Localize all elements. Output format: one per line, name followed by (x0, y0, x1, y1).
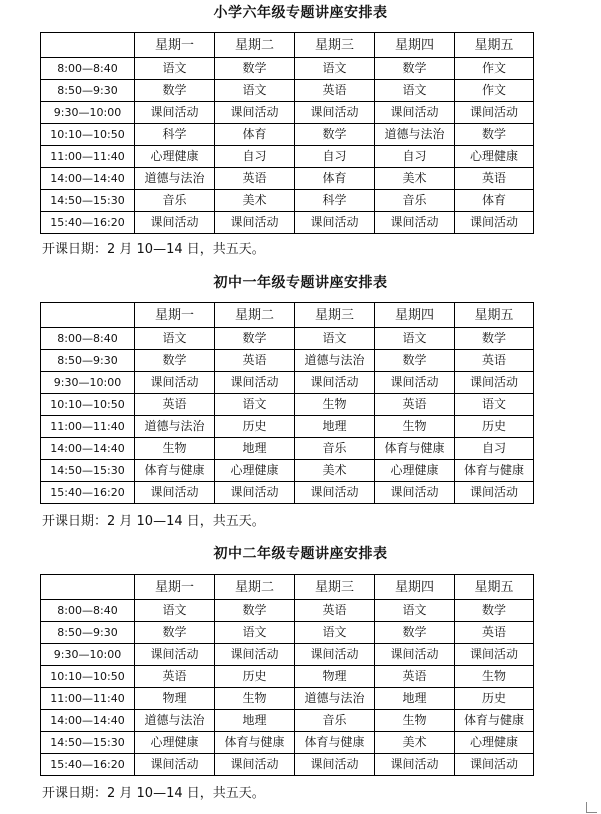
subject-cell: 课间活动 (455, 372, 534, 394)
header-row (41, 303, 534, 328)
subject-cell: 课间活动 (375, 372, 455, 394)
header-day-cell: 星期一 (135, 575, 215, 600)
time-cell: 14:50—15:30 (41, 732, 135, 754)
subject-cell: 道德与法治 (135, 168, 215, 190)
subject-cell: 数学 (375, 350, 455, 372)
time-cell: 8:50—9:30 (41, 80, 135, 102)
table-row (41, 80, 534, 102)
table-row (41, 460, 534, 482)
subject-cell: 道德与法治 (375, 124, 455, 146)
subject-cell: 课间活动 (215, 644, 295, 666)
time-cell: 8:00—8:40 (41, 600, 135, 622)
date-note: 开课日期：2 月 10—14 日，共五天。 (42, 514, 265, 529)
time-cell: 14:50—15:30 (41, 460, 135, 482)
subject-cell: 生物 (135, 438, 215, 460)
header-day-cell: 星期一 (135, 33, 215, 58)
subject-cell: 自习 (295, 146, 375, 168)
time-cell: 14:00—14:40 (41, 710, 135, 732)
subject-cell: 语文 (295, 328, 375, 350)
subject-cell: 心理健康 (455, 732, 534, 754)
subject-cell: 课间活动 (135, 644, 215, 666)
table-row (41, 416, 534, 438)
subject-cell: 音乐 (295, 438, 375, 460)
subject-cell: 课间活动 (375, 754, 455, 776)
subject-cell: 生物 (215, 688, 295, 710)
subject-cell: 课间活动 (455, 102, 534, 124)
subject-cell: 课间活动 (135, 102, 215, 124)
subject-cell: 音乐 (375, 190, 455, 212)
subject-cell: 课间活动 (295, 212, 375, 234)
time-cell: 9:30—10:00 (41, 372, 135, 394)
header-day-cell: 星期四 (375, 33, 455, 58)
schedule-section-2 (0, 272, 601, 294)
subject-cell: 语文 (135, 58, 215, 80)
header-day-cell: 星期二 (215, 303, 295, 328)
subject-cell: 历史 (455, 688, 534, 710)
subject-cell: 道德与法治 (135, 710, 215, 732)
subject-cell: 课间活动 (375, 482, 455, 504)
subject-cell: 课间活动 (135, 754, 215, 776)
subject-cell: 道德与法治 (295, 688, 375, 710)
schedule-title: 初中一年级专题讲座安排表 (213, 275, 388, 291)
time-cell: 14:50—15:30 (41, 190, 135, 212)
time-cell: 14:00—14:40 (41, 168, 135, 190)
schedule-section-3 (0, 543, 601, 565)
subject-cell: 道德与法治 (295, 350, 375, 372)
header-corner-cell (41, 575, 135, 600)
subject-cell: 数学 (455, 328, 534, 350)
table-row (41, 372, 534, 394)
subject-cell: 课间活动 (375, 644, 455, 666)
header-row (41, 33, 534, 58)
subject-cell: 课间活动 (295, 102, 375, 124)
subject-cell: 体育与健康 (455, 710, 534, 732)
schedule-section-1 (0, 2, 601, 24)
subject-cell: 美术 (215, 190, 295, 212)
subject-cell: 体育与健康 (455, 460, 534, 482)
subject-cell: 数学 (375, 622, 455, 644)
table-row (41, 688, 534, 710)
schedule-title: 小学六年级专题讲座安排表 (213, 5, 388, 21)
subject-cell: 英语 (135, 666, 215, 688)
subject-cell: 英语 (455, 350, 534, 372)
subject-cell: 体育与健康 (135, 460, 215, 482)
table-row (41, 438, 534, 460)
subject-cell: 作文 (455, 58, 534, 80)
subject-cell: 美术 (375, 168, 455, 190)
subject-cell: 英语 (135, 394, 215, 416)
time-cell: 10:10—10:50 (41, 666, 135, 688)
subject-cell: 语文 (295, 58, 375, 80)
header-day-cell: 星期二 (215, 575, 295, 600)
header-day-cell: 星期一 (135, 303, 215, 328)
subject-cell: 道德与法治 (135, 416, 215, 438)
subject-cell: 课间活动 (295, 372, 375, 394)
subject-cell: 英语 (295, 600, 375, 622)
schedule-title: 初中二年级专题讲座安排表 (213, 546, 388, 562)
subject-cell: 数学 (135, 622, 215, 644)
subject-cell: 英语 (375, 394, 455, 416)
subject-cell: 体育 (455, 190, 534, 212)
time-cell: 14:00—14:40 (41, 438, 135, 460)
schedule-table-junior1 (40, 302, 534, 504)
subject-cell: 语文 (215, 622, 295, 644)
subject-cell: 英语 (455, 168, 534, 190)
time-cell: 10:10—10:50 (41, 124, 135, 146)
subject-cell: 数学 (375, 58, 455, 80)
subject-cell: 语文 (375, 600, 455, 622)
subject-cell: 课间活动 (375, 212, 455, 234)
subject-cell: 语文 (135, 600, 215, 622)
subject-cell: 课间活动 (135, 372, 215, 394)
page-corner-marker (586, 802, 597, 813)
time-cell: 9:30—10:00 (41, 102, 135, 124)
subject-cell: 英语 (295, 80, 375, 102)
header-corner-cell (41, 303, 135, 328)
subject-cell: 英语 (215, 350, 295, 372)
subject-cell: 语文 (375, 80, 455, 102)
time-cell: 15:40—16:20 (41, 212, 135, 234)
subject-cell: 生物 (295, 394, 375, 416)
time-cell: 8:50—9:30 (41, 350, 135, 372)
subject-cell: 数学 (215, 600, 295, 622)
table-row (41, 710, 534, 732)
time-cell: 10:10—10:50 (41, 394, 135, 416)
subject-cell: 语文 (295, 622, 375, 644)
header-day-cell: 星期四 (375, 575, 455, 600)
table-row (41, 394, 534, 416)
subject-cell: 课间活动 (215, 482, 295, 504)
subject-cell: 生物 (455, 666, 534, 688)
subject-cell: 英语 (215, 168, 295, 190)
subject-cell: 心理健康 (135, 146, 215, 168)
subject-cell: 心理健康 (215, 460, 295, 482)
subject-cell: 体育与健康 (215, 732, 295, 754)
subject-cell: 数学 (455, 124, 534, 146)
subject-cell: 地理 (295, 416, 375, 438)
subject-cell: 地理 (375, 688, 455, 710)
table-row (41, 58, 534, 80)
time-cell: 9:30—10:00 (41, 644, 135, 666)
table-row (41, 102, 534, 124)
subject-cell: 数学 (215, 328, 295, 350)
schedule-table-grade6 (40, 32, 534, 234)
subject-cell: 历史 (215, 416, 295, 438)
date-note: 开课日期：2 月 10—14 日，共五天。 (42, 786, 265, 801)
table-row (41, 212, 534, 234)
header-day-cell: 星期五 (455, 303, 534, 328)
subject-cell: 课间活动 (215, 372, 295, 394)
subject-cell: 体育 (295, 168, 375, 190)
date-note: 开课日期：2 月 10—14 日，共五天。 (42, 242, 265, 257)
table-row (41, 600, 534, 622)
subject-cell: 自习 (375, 146, 455, 168)
time-cell: 11:00—11:40 (41, 416, 135, 438)
subject-cell: 课间活动 (295, 754, 375, 776)
subject-cell: 课间活动 (295, 482, 375, 504)
subject-cell: 课间活动 (455, 644, 534, 666)
table-row (41, 124, 534, 146)
subject-cell: 自习 (215, 146, 295, 168)
subject-cell: 美术 (375, 732, 455, 754)
subject-cell: 心理健康 (455, 146, 534, 168)
subject-cell: 自习 (455, 438, 534, 460)
table-row (41, 644, 534, 666)
time-cell: 15:40—16:20 (41, 754, 135, 776)
subject-cell: 课间活动 (215, 212, 295, 234)
subject-cell: 课间活动 (375, 102, 455, 124)
subject-cell: 课间活动 (455, 482, 534, 504)
subject-cell: 课间活动 (135, 212, 215, 234)
subject-cell: 作文 (455, 80, 534, 102)
header-day-cell: 星期二 (215, 33, 295, 58)
subject-cell: 课间活动 (215, 102, 295, 124)
subject-cell: 音乐 (135, 190, 215, 212)
subject-cell: 语文 (215, 394, 295, 416)
time-cell: 8:00—8:40 (41, 58, 135, 80)
table-row (41, 350, 534, 372)
subject-cell: 课间活动 (455, 212, 534, 234)
time-cell: 15:40—16:20 (41, 482, 135, 504)
subject-cell: 历史 (215, 666, 295, 688)
subject-cell: 课间活动 (215, 754, 295, 776)
subject-cell: 语文 (375, 328, 455, 350)
subject-cell: 数学 (135, 80, 215, 102)
time-cell: 11:00—11:40 (41, 688, 135, 710)
header-day-cell: 星期三 (295, 33, 375, 58)
subject-cell: 地理 (215, 438, 295, 460)
subject-cell: 地理 (215, 710, 295, 732)
header-day-cell: 星期三 (295, 575, 375, 600)
header-corner-cell (41, 33, 135, 58)
subject-cell: 物理 (135, 688, 215, 710)
subject-cell: 生物 (375, 710, 455, 732)
table-row (41, 168, 534, 190)
subject-cell: 语文 (215, 80, 295, 102)
subject-cell: 语文 (455, 394, 534, 416)
time-cell: 11:00—11:40 (41, 146, 135, 168)
header-day-cell: 星期五 (455, 33, 534, 58)
subject-cell: 生物 (375, 416, 455, 438)
subject-cell: 课间活动 (135, 482, 215, 504)
subject-cell: 心理健康 (375, 460, 455, 482)
subject-cell: 体育与健康 (295, 732, 375, 754)
subject-cell: 数学 (455, 600, 534, 622)
subject-cell: 物理 (295, 666, 375, 688)
subject-cell: 体育与健康 (375, 438, 455, 460)
subject-cell: 音乐 (295, 710, 375, 732)
subject-cell: 数学 (295, 124, 375, 146)
time-cell: 8:50—9:30 (41, 622, 135, 644)
subject-cell: 科学 (135, 124, 215, 146)
subject-cell: 科学 (295, 190, 375, 212)
subject-cell: 美术 (295, 460, 375, 482)
subject-cell: 课间活动 (295, 644, 375, 666)
subject-cell: 英语 (455, 622, 534, 644)
subject-cell: 英语 (375, 666, 455, 688)
schedule-table-junior2 (40, 574, 534, 776)
time-cell: 8:00—8:40 (41, 328, 135, 350)
header-day-cell: 星期三 (295, 303, 375, 328)
subject-cell: 语文 (135, 328, 215, 350)
subject-cell: 心理健康 (135, 732, 215, 754)
subject-cell: 体育 (215, 124, 295, 146)
subject-cell: 数学 (135, 350, 215, 372)
table-row (41, 622, 534, 644)
table-row (41, 482, 534, 504)
header-day-cell: 星期四 (375, 303, 455, 328)
table-row (41, 328, 534, 350)
table-row (41, 190, 534, 212)
table-row (41, 732, 534, 754)
subject-cell: 课间活动 (455, 754, 534, 776)
subject-cell: 数学 (215, 58, 295, 80)
subject-cell: 历史 (455, 416, 534, 438)
header-day-cell: 星期五 (455, 575, 534, 600)
table-row (41, 754, 534, 776)
header-row (41, 575, 534, 600)
table-row (41, 666, 534, 688)
table-row (41, 146, 534, 168)
